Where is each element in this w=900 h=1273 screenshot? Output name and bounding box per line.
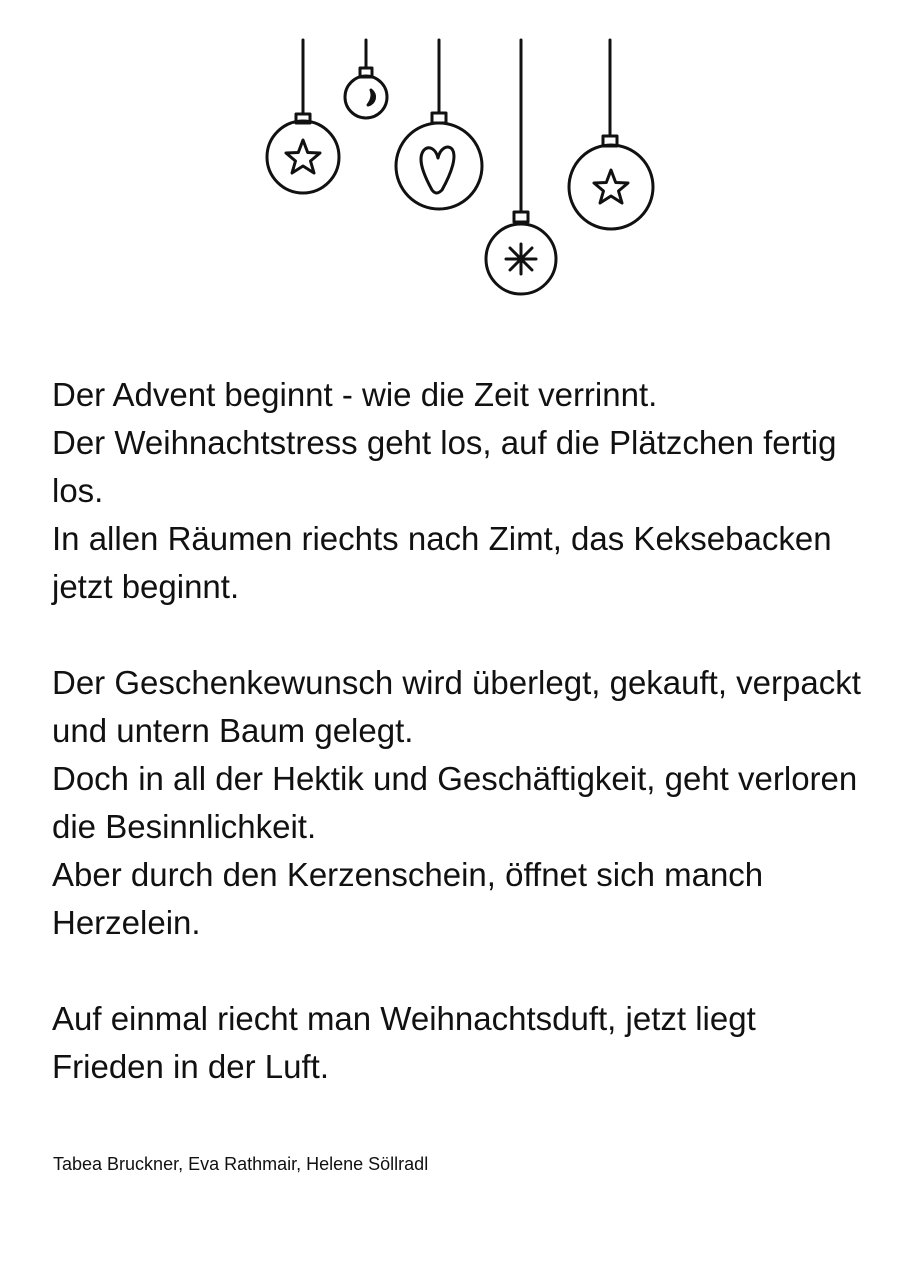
star-ornament-left-icon bbox=[267, 40, 339, 193]
poem-line: Auf einmal riecht man Weihnachtsduft, jetzt liegt Frieden in der Luft. bbox=[52, 1000, 756, 1085]
poem-line: Der Weihnachtstress geht los, auf die Plätzchen fertig los. bbox=[52, 424, 837, 509]
star-ornament-right-icon bbox=[569, 40, 653, 229]
poem-line: Der Geschenkewunsch wird überlegt, gekauft, verpackt und untern Baum gelegt. bbox=[52, 664, 861, 749]
poem-line: Doch in all der Hektik und Geschäftigkeit, geht verloren die Besinnlichkeit. bbox=[52, 760, 858, 845]
poem-line: In allen Räumen riechts nach Zimt, das Keksebacken jetzt beginnt. bbox=[52, 520, 832, 605]
authors-credit: Tabea Bruckner, Eva Rathmair, Helene Söllradl bbox=[53, 1154, 429, 1174]
poem-line: Der Advent beginnt - wie die Zeit verrinnt. bbox=[52, 376, 658, 413]
poem-stanza-2 bbox=[52, 659, 862, 947]
poem-line: Aber durch den Kerzenschein, öffnet sich manch Herzelein. bbox=[52, 856, 764, 941]
ornament-illustration bbox=[0, 0, 900, 320]
heart-ornament-icon bbox=[396, 40, 482, 209]
poem bbox=[52, 371, 862, 1091]
poem-stanza-3 bbox=[52, 995, 862, 1091]
poem-stanza-1 bbox=[52, 371, 862, 611]
moon-ornament-icon bbox=[345, 40, 387, 118]
snowflake-ornament-icon bbox=[486, 40, 556, 294]
